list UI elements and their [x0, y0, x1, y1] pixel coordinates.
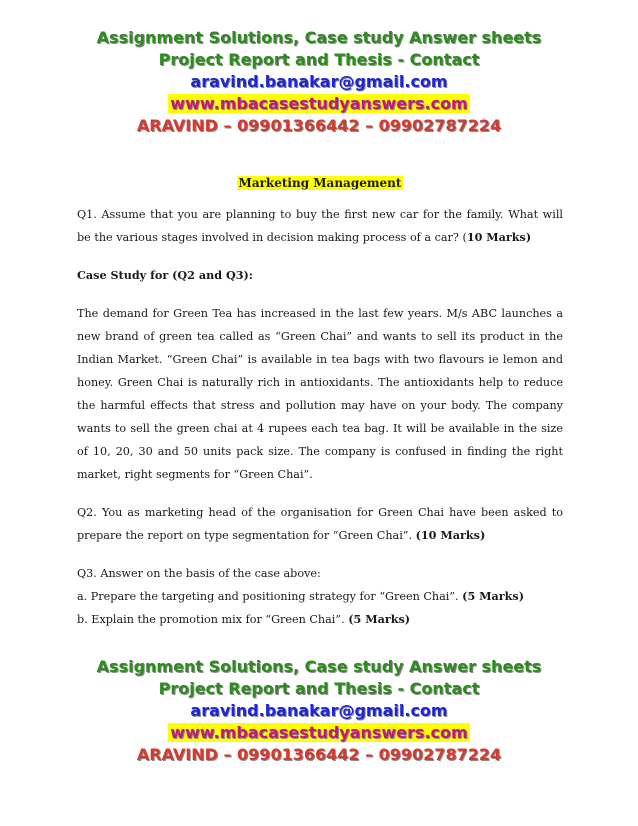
- question-3b-text: b. Explain the promotion mix for “Green Chai”.: [77, 613, 349, 626]
- document-body: [77, 172, 563, 631]
- question-3a: [77, 585, 563, 608]
- case-study-heading: Case Study for (Q2 and Q3):: [77, 268, 253, 282]
- banner-website[interactable]: www.mbacasestudyanswers.com: [170, 94, 468, 113]
- case-study-text: The demand for Green Tea has increased in the last few years. M/s ABC launches a new brand of green tea called as “Green Chai” and wants to sell its product in the Indian Market. “Green Chai” is available in tea bags with two flavours ie lemon and honey. Green Chai is naturally rich in antioxidants. The antioxidants help to reduce the harmful effects that stress and pollution may have on your body. The company wants to sell the green chai at 4 rupees each tea bag. It will be available in the size of 10, 20, 30 and 50 units pack size. The company is confused in finding the right market, right segments for “Green Chai”.: [77, 307, 563, 481]
- banner-email[interactable]: aravind.banakar@gmail.com: [190, 72, 448, 91]
- document-title: Marketing Management: [238, 176, 402, 190]
- question-1-text: Q1. Assume that you are planning to buy the first new car for the family. What will be the various stages involved in decision making process of a car? (: [77, 208, 563, 244]
- question-2: [77, 501, 563, 547]
- footer-email[interactable]: aravind.banakar@gmail.com: [190, 701, 448, 720]
- footer-banner: [0, 656, 638, 766]
- question-2-text: Q2. You as marketing head of the organisation for Green Chai have been asked to prepare the report on type segmentation for “Green Chai”.: [77, 506, 563, 542]
- question-3b-marks: (5 Marks): [348, 612, 411, 626]
- question-3a-text: a. Prepare the targeting and positioning strategy for “Green Chai”.: [77, 590, 463, 603]
- footer-line-contact: Project Report and Thesis - Contact: [158, 679, 480, 698]
- banner-phones: ARAVIND – 09901366442 – 09902787224: [136, 116, 502, 135]
- question-3-intro: Q3. Answer on the basis of the case above:: [77, 567, 321, 580]
- banner-line-contact: Project Report and Thesis - Contact: [158, 50, 480, 69]
- question-2-marks: (10 Marks): [415, 528, 486, 542]
- header-banner: [0, 27, 638, 137]
- question-1-marks: 10 Marks): [466, 230, 532, 244]
- question-1: [77, 203, 563, 249]
- footer-line-services: Assignment Solutions, Case study Answer sheets: [96, 657, 542, 676]
- banner-line-services: Assignment Solutions, Case study Answer sheets: [96, 28, 542, 47]
- footer-phones: ARAVIND – 09901366442 – 09902787224: [136, 745, 502, 764]
- question-3b: [77, 608, 563, 631]
- question-3a-marks: (5 Marks): [462, 589, 525, 603]
- footer-website[interactable]: www.mbacasestudyanswers.com: [170, 723, 468, 742]
